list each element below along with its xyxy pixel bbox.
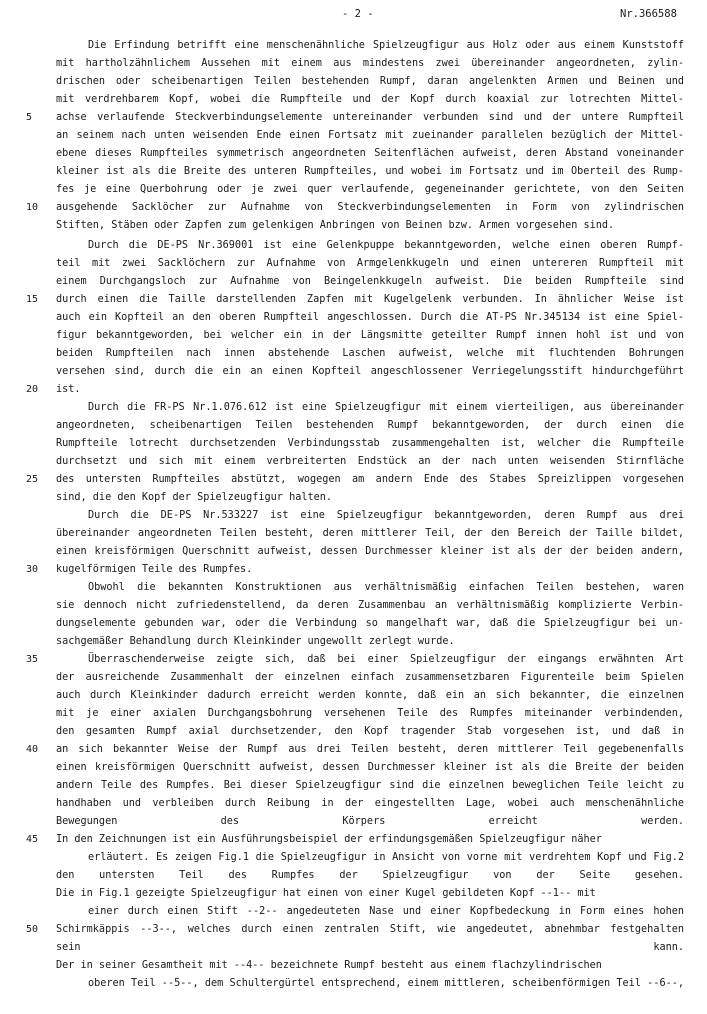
text-line: durchsetzt und sich mit einem verbreiterten Endstück an der nach unten weisenden Stirnfläche — [56, 456, 684, 467]
text-line: versehen sind, durch die ein an einen Kopfteil angeschlossener Verriegelungsstift hindurchgeführt — [56, 366, 684, 377]
text-line: handhaben und verbleiben durch Reibung in der eingestellten Lage, wobei auch menschenähnliche — [56, 798, 684, 809]
document-reference: Nr.366588 — [620, 8, 677, 20]
line-number: 50 — [26, 924, 39, 935]
text-line: an seinem nach unten weisenden Ende einen Fortsatz mit zueinander parallelen bezüglich der Mittel- — [56, 130, 684, 141]
text-line: andern Teile des Rumpfes. Bei dieser Spielzeugfigur sind die einzelnen beweglichen Teile leicht zu — [56, 780, 684, 791]
text-line: einer durch einen Stift --2-- angedeuteten Nase und einer Kopfbedeckung in Form eines hohen — [88, 906, 684, 917]
text-line: übereinander angeordneten Teilen besteht, deren mittlerer Teil, der den Bereich der Taille bildet, — [56, 528, 684, 539]
line-number: 20 — [26, 384, 39, 395]
text-line: einen kreisförmigen Querschnitt aufweist, dessen Durchmesser kleiner ist als die Breite der beiden — [56, 762, 684, 773]
text-line: mit hartholzähnlichem Aussehen mit einem aus mindestens zwei übereinander angeordneten, zylin- — [56, 58, 684, 69]
text-line: auch durch Kleinkinder dadurch erreicht werden konnte, daß ein an sich bekannter, die einzelnen — [56, 690, 684, 701]
text-line: dungselemente gebunden war, oder die Verbindung so mangelhaft war, daß die Spielzeugfigur bei un- — [56, 618, 684, 629]
text-line: einem Durchgangsloch zur Aufnahme von Beingelenkkugeln aufweist. Die beiden Rumpfteile sind — [56, 276, 684, 287]
text-line: fes je eine Querbohrung oder je zwei quer verlaufende, gegeneinander gerichtete, von den Seiten — [56, 184, 684, 195]
text-line: Überraschenderweise zeigte sich, daß bei einer Spielzeugfigur der eingangs erwähnten Art — [88, 654, 684, 665]
text-line: auch ein Kopfteil an den oberen Rumpfteil angeschlossen. Durch die AT-PS Nr.345134 ist eine Spiel- — [56, 312, 684, 323]
text-line: den untersten Teil des Rumpfes der Spielzeugfigur von der Seite gesehen. — [56, 870, 684, 881]
line-number: 35 — [26, 654, 39, 665]
text-line: beiden Rumpfteilen nach innen abstehende Laschen aufweist, welche mit fluchtenden Bohrungen — [56, 348, 684, 359]
text-line: Rumpfteile lotrecht durchsetzenden Verbindungsstab zusammengehalten ist, welcher die Rumpfteile — [56, 438, 684, 449]
text-line: ebene dieses Rumpfteiles symmetrisch angeordneten Seitenflächen aufweist, deren Abstand voneinander — [56, 148, 684, 159]
text-line: Bewegungen des Körpers erreicht werden. — [56, 816, 684, 827]
text-line: Durch die FR-PS Nr.1.076.612 ist eine Spielzeugfigur mit einem vierteiligen, aus übereinander — [88, 402, 684, 413]
text-line: kugelförmigen Teile des Rumpfes. — [56, 564, 253, 575]
text-line: Durch die DE-PS Nr.369001 ist eine Gelenkpuppe bekanntgeworden, welche einen oberen Rumpf- — [88, 240, 684, 251]
text-line: teil mit zwei Sacklöchern zur Aufnahme von Armgelenkkugeln und einen untereren Rumpfteil mit — [56, 258, 684, 269]
text-line: Durch die DE-PS Nr.533227 ist eine Spielzeugfigur bekanntgeworden, deren Rumpf aus drei — [88, 510, 684, 521]
text-line: sind, die den Kopf der Spielzeugfigur halten. — [56, 492, 333, 503]
text-line: ist. — [56, 384, 81, 395]
text-line: mit je einer axialen Durchgangsbohrung versehenen Teile des Rumpfes miteinander verbindenden, — [56, 708, 684, 719]
text-line: der ausreichende Zusammenhalt der einzelnen einfach zusammensetzbaren Figurenteile beim Spielen — [56, 672, 684, 683]
text-line: mit verdrehbarem Kopf, wobei die Rumpfteile und der Kopf durch koaxial zur lotrechten Mittel- — [56, 94, 684, 105]
page-number: - 2 - — [342, 8, 374, 20]
text-line: sie dennoch nicht zufriedenstellend, da deren Zusammenbau an verhältnismäßig komplizierte Verbin- — [56, 600, 684, 611]
text-line: Stiften, Stäben oder Zapfen zum gelenkigen Anbringen von Beinen bzw. Armen vorgesehen sind. — [56, 220, 615, 231]
text-line: In den Zeichnungen ist ein Ausführungsbeispiel der erfindungsgemäßen Spielzeugfigur näher — [56, 834, 602, 845]
text-line: sachgemäßer Behandlung durch Kleinkinder ungewollt zerlegt wurde. — [56, 636, 455, 647]
text-line: ausgehende Sacklöcher zur Aufnahme von Steckverbindungselementen in Form von zylindrischen — [56, 202, 684, 213]
text-line: kleiner ist als die Breite des unteren Rumpfteiles, und wobei im Fortsatz und im Oberteil des Rump- — [56, 166, 684, 177]
text-line: erläutert. Es zeigen Fig.1 die Spielzeugfigur in Ansicht von vorne mit verdrehtem Kopf und Fig.2 — [88, 852, 684, 863]
text-line: durch einen die Taille darstellenden Zapfen mit Kugelgelenk verbunden. In ähnlicher Weise ist — [56, 294, 684, 305]
text-line: Die in Fig.1 gezeigte Spielzeugfigur hat einen von einer Kugel gebildeten Kopf --1-- mit — [56, 888, 596, 899]
text-line: an sich bekannter Weise der Rumpf aus drei Teilen besteht, deren mittlerer Teil gegebenenfalls — [56, 744, 684, 755]
text-line: drischen oder scheibenartigen Teilen bestehenden Rumpf, daran angelenkten Armen und Beinen und — [56, 76, 684, 87]
text-line: oberen Teil --5--, dem Schultergürtel entsprechend, einem mittleren, scheibenförmigen Teil --6--, — [88, 978, 684, 989]
line-number: 40 — [26, 744, 39, 755]
text-line: figur bekanntgeworden, bei welcher ein in der Längsmitte geteilter Rumpf innen hohl ist und von — [56, 330, 684, 341]
text-line: angeordneten, scheibenartigen Teilen bestehenden Rumpf bekanntgeworden, der durch einen die — [56, 420, 684, 431]
text-line: Der in seiner Gesamtheit mit --4-- bezeichnete Rumpf besteht aus einem flachzylindrischen — [56, 960, 602, 971]
text-line: achse verlaufende Steckverbindungselemente untereinander verbunden sind und der untere Rumpfteil — [56, 112, 684, 123]
text-line: einen kreisförmigen Querschnitt aufweist, dessen Durchmesser kleiner ist als der der beiden andern, — [56, 546, 684, 557]
text-line: Die Erfindung betrifft eine menschenähnliche Spielzeugfigur aus Holz oder aus einem Kunststoff — [88, 40, 684, 51]
line-number: 10 — [26, 202, 39, 213]
text-line: Obwohl die bekannten Konstruktionen aus verhältnismäßig einfachen Teilen bestehen, waren — [88, 582, 684, 593]
line-number: 45 — [26, 834, 39, 845]
text-line: Schirmkäppis --3--, welches durch einen zentralen Stift, wie angedeutet, abnehmbar festgehalten — [56, 924, 684, 935]
line-number: 25 — [26, 474, 39, 485]
text-line: sein kann. — [56, 942, 684, 953]
line-number: 5 — [26, 112, 33, 123]
line-number: 15 — [26, 294, 39, 305]
text-line: den gesamten Rumpf axial durchsetzender, den Kopf tragender Stab vorgesehen ist, und daß in — [56, 726, 684, 737]
line-number: 30 — [26, 564, 39, 575]
text-line: des untersten Rumpfteiles abstützt, wogegen am andern Ende des Stabes Spreizlippen vorgesehen — [56, 474, 684, 485]
